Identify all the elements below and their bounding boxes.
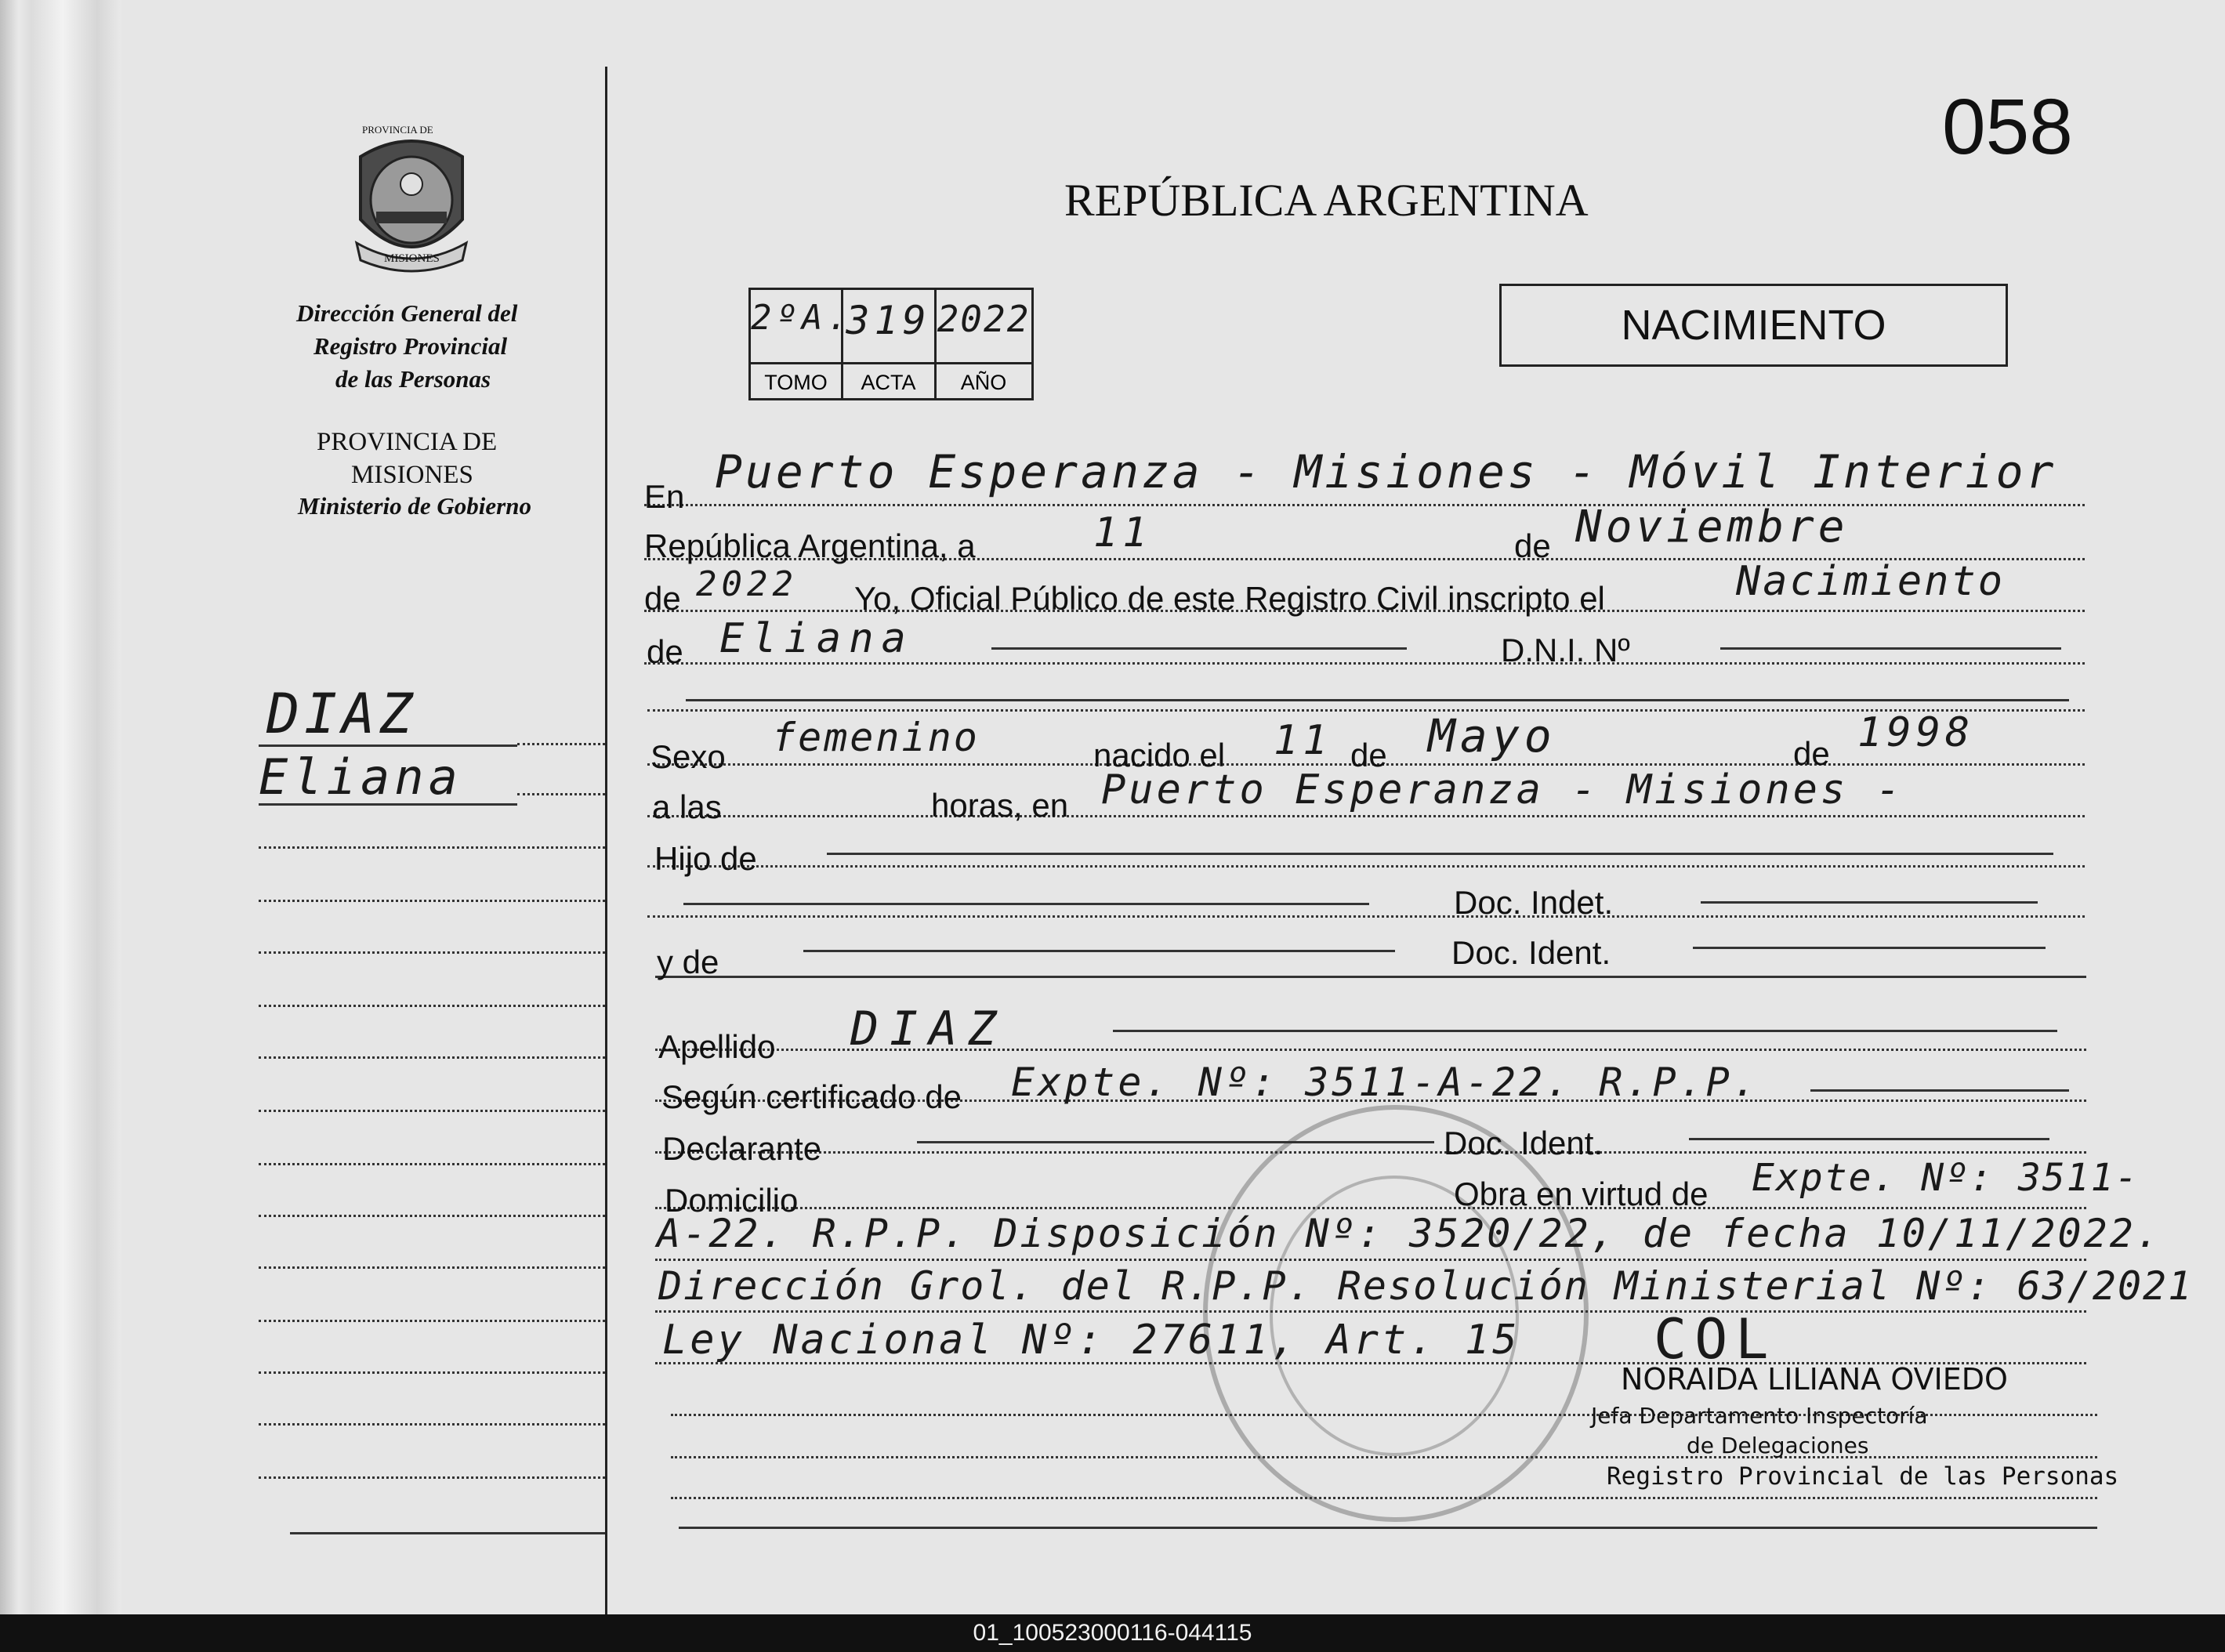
- tomo-cell: [751, 290, 853, 398]
- reference-box: [748, 288, 1034, 400]
- form-line: [655, 1259, 2086, 1261]
- margin-line: [259, 1266, 605, 1269]
- margin-line: [259, 1163, 605, 1165]
- form-line: [1701, 901, 2038, 904]
- de-label-4: de: [1350, 737, 1387, 773]
- birth-year-value: 1998: [1857, 709, 1975, 756]
- certificate-value: Expte. Nº: 3511-A-22. R.P.P.: [1011, 1060, 1759, 1105]
- column-divider: [605, 67, 607, 1614]
- margin-line: [517, 743, 605, 745]
- form-line: [1720, 647, 2061, 650]
- oficial-label: Yo, Oficial Público de este Registro Civil inscripto el: [854, 580, 1605, 617]
- signature-title-3: Registro Provincial de las Personas: [1607, 1462, 2119, 1491]
- form-line: [644, 504, 2085, 506]
- hijo-label: Hijo de: [654, 840, 757, 877]
- de-label-2: de: [644, 580, 681, 617]
- margin-line: [259, 1320, 605, 1322]
- form-line: [1693, 947, 2046, 949]
- crest-banner-bottom: MISIONES: [384, 252, 440, 265]
- de-label-3: de: [647, 633, 683, 670]
- margin-line: [259, 744, 517, 747]
- margin-surname: DIAZ: [266, 682, 418, 746]
- tomo-label: TOMO: [751, 362, 841, 400]
- form-line: [655, 976, 2086, 978]
- agency-line-3: de las Personas: [335, 365, 491, 393]
- en-label: En: [644, 478, 685, 515]
- obra-label: Obra en virtud de: [1454, 1176, 1709, 1212]
- record-type-box: NACIMIENTO: [1499, 284, 2008, 367]
- month-value: Noviembre: [1575, 502, 1849, 552]
- form-line: [655, 1207, 2086, 1209]
- year-value: 2022: [696, 564, 798, 604]
- person-name-value: Eliana: [719, 615, 914, 662]
- province-line-1: PROVINCIA DE: [317, 428, 498, 456]
- margin-line: [259, 1005, 605, 1007]
- signature-name: NORAIDA LILIANA OVIEDO: [1621, 1362, 2008, 1397]
- form-line: [1113, 1030, 2057, 1032]
- agency-line-2: Registro Provincial: [313, 332, 508, 360]
- margin-line: [259, 1371, 605, 1374]
- form-line: [686, 699, 2069, 701]
- form-line: [1689, 1138, 2049, 1140]
- alas-label: a las: [652, 788, 722, 825]
- form-line: [647, 865, 2085, 868]
- acta-value: 319: [846, 298, 931, 343]
- image-caption: 01_100523000116-044115: [0, 1614, 2225, 1652]
- de-label-1: de: [1514, 527, 1551, 564]
- form-line: [803, 950, 1395, 952]
- anio-value: 2022: [937, 298, 1031, 340]
- document-title: REPÚBLICA ARGENTINA: [1064, 175, 1589, 226]
- page-number: 058: [1942, 83, 2073, 171]
- form-line: [647, 915, 2085, 918]
- margin-line: [259, 1215, 605, 1217]
- record-kind-value: Nacimiento: [1736, 558, 2006, 605]
- yde-label: y de: [657, 944, 719, 980]
- margin-line: [259, 951, 605, 954]
- sexo-label: Sexo: [650, 738, 726, 775]
- agency-line-1: Dirección General del: [296, 299, 518, 327]
- form-line: [679, 1527, 2097, 1529]
- province-line-2: MISIONES: [351, 461, 473, 489]
- signature-title-1: Jefa Departamento Inspectoría: [1591, 1403, 1928, 1429]
- form-line: [647, 815, 2085, 817]
- form-line: [1810, 1089, 2069, 1092]
- birth-month-value: Mayo: [1428, 709, 1556, 763]
- domicilio-label: Domicilio: [665, 1182, 799, 1219]
- crest-banner-top: PROVINCIA DE: [362, 124, 433, 136]
- acta-cell: [843, 290, 937, 398]
- place-value: Puerto Esperanza - Misiones - Móvil Interior: [715, 445, 2057, 498]
- declarante-label: Declarante: [662, 1130, 822, 1167]
- margin-line: [259, 1476, 605, 1479]
- form-line: [827, 853, 2053, 855]
- anio-label: AÑO: [936, 362, 1031, 400]
- signature-initials: COL: [1654, 1307, 1777, 1371]
- doc-indet-label: Doc. Indet.: [1454, 884, 1614, 921]
- acta-label: ACTA: [843, 362, 934, 400]
- anio-cell: [936, 290, 1031, 398]
- apellido-label: Apellido: [658, 1028, 776, 1065]
- horas-label: horas, en: [931, 787, 1069, 824]
- day-value: 11: [1093, 509, 1152, 556]
- form-line: [644, 662, 2085, 665]
- sex-value: femenino: [772, 715, 980, 760]
- surname-value: DIAZ: [850, 1002, 1008, 1056]
- form-line: [917, 1141, 1434, 1143]
- form-line: [683, 903, 1369, 905]
- republica-label: República Argentina, a: [644, 527, 976, 564]
- ministry-label: Ministerio de Gobierno: [298, 492, 531, 520]
- birth-day-value: 11: [1274, 717, 1332, 764]
- form-line: [991, 647, 1407, 650]
- tomo-value: 2ºA.: [751, 298, 853, 338]
- doc-ident-label: Doc. Ident.: [1451, 934, 1611, 971]
- margin-name: Eliana: [259, 748, 462, 806]
- nacido-label: nacido el: [1093, 737, 1226, 773]
- form-line: [655, 1151, 2086, 1154]
- margin-line: [259, 1110, 605, 1112]
- margin-line: [259, 1423, 605, 1426]
- form-line: [671, 1497, 2097, 1499]
- margin-line: [259, 803, 517, 806]
- note-line-2: Dirección Grol. del R.P.P. Resolución Ministerial Nº: 63/2021: [658, 1263, 2194, 1309]
- birth-place-value: Puerto Esperanza - Misiones -: [1101, 766, 1904, 813]
- margin-line: [290, 1532, 605, 1534]
- margin-line: [259, 1056, 605, 1059]
- margin-line: [259, 900, 605, 902]
- note-line-1: A-22. R.P.P. Disposición Nº: 3520/22, de fecha 10/11/2022.: [657, 1211, 2162, 1256]
- doc-ident-2-label: Doc. Ident.: [1444, 1125, 1604, 1161]
- dni-label: D.N.I. Nº: [1501, 632, 1630, 668]
- obra-value: Expte. Nº: 3511-: [1752, 1156, 2140, 1200]
- segun-label: Según certificado de: [661, 1078, 962, 1115]
- margin-line: [517, 793, 605, 795]
- margin-line: [259, 846, 605, 849]
- signature-title-2: de Delegaciones: [1687, 1433, 1869, 1458]
- note-line-3: Ley Nacional Nº: 27611, Art. 15: [662, 1317, 1520, 1364]
- form-line: [655, 1310, 2086, 1313]
- de-label-5: de: [1793, 735, 1830, 772]
- form-line: [671, 1456, 2097, 1458]
